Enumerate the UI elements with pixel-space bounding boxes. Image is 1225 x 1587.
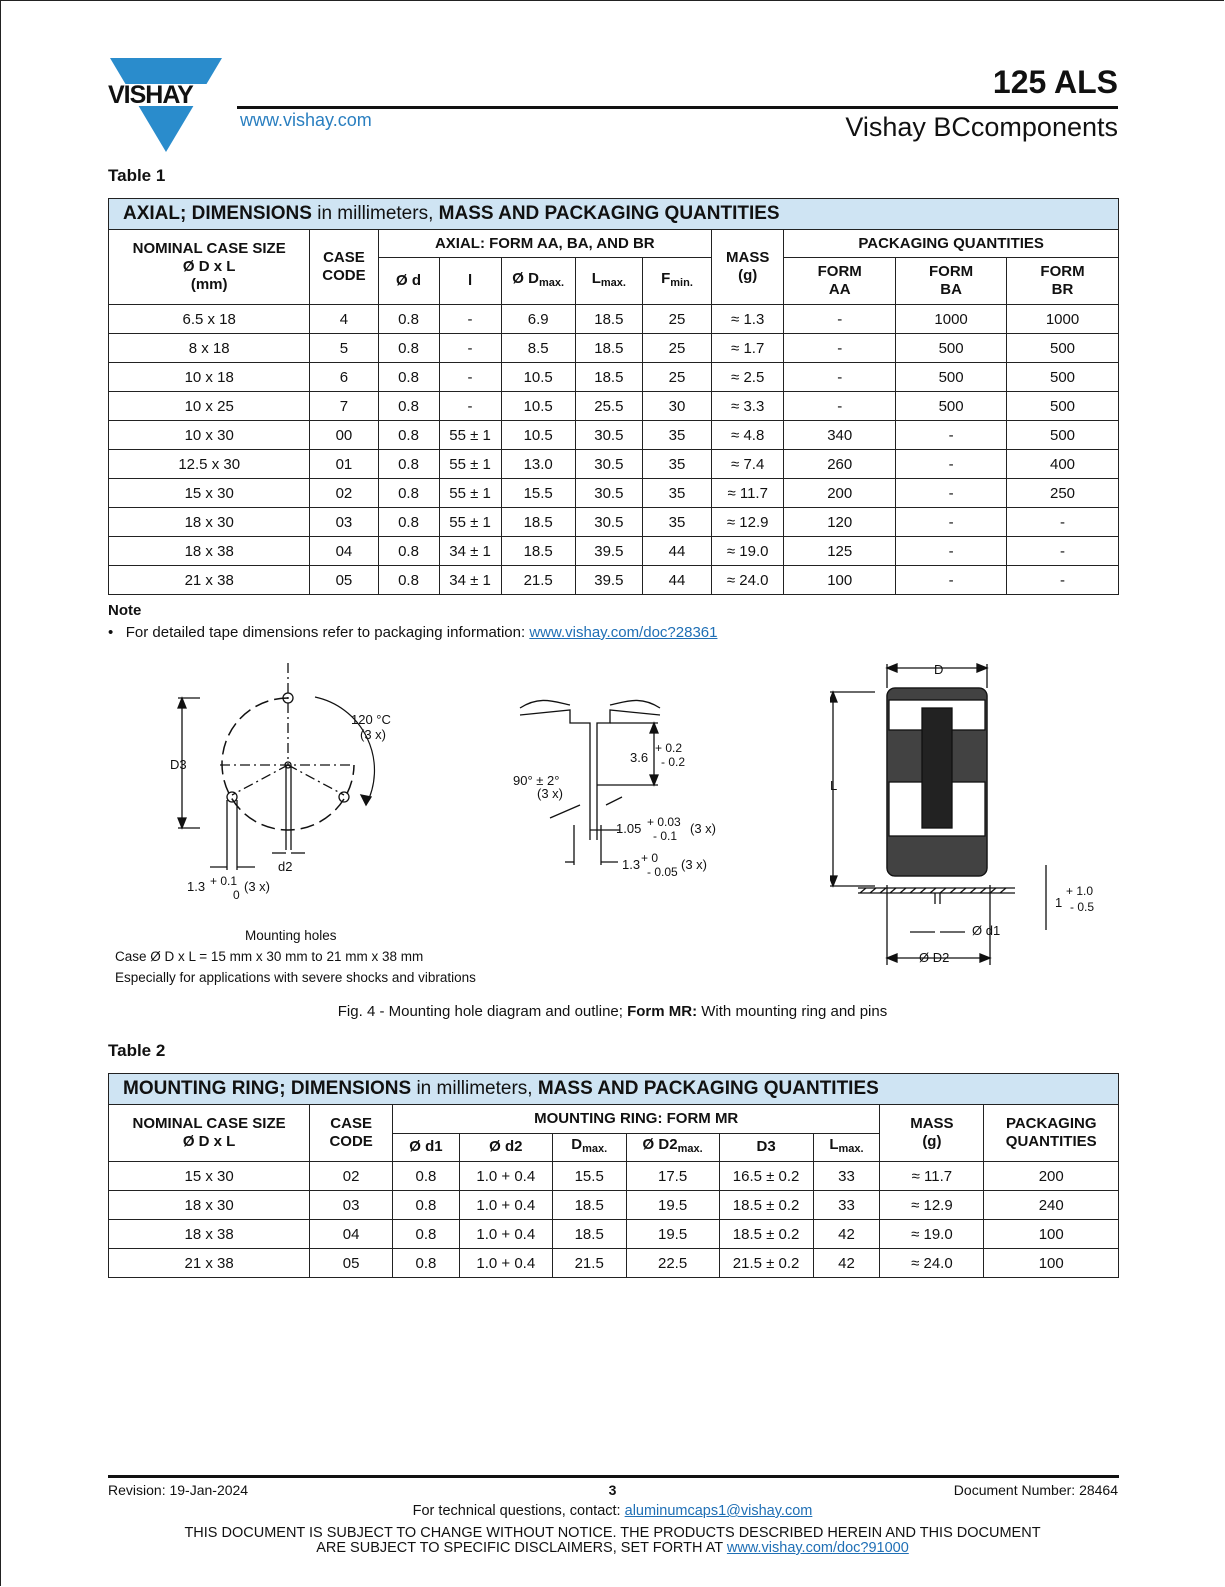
- table-cell: 33: [813, 1162, 880, 1191]
- table-cell: 04: [310, 1220, 393, 1249]
- footer-rule: [108, 1475, 1119, 1478]
- table-cell: -: [439, 334, 501, 363]
- table-cell: 04: [310, 537, 378, 566]
- t2-h-lmax: $L_{max.}$: [813, 1133, 880, 1162]
- table-cell: 10 x 30: [109, 421, 310, 450]
- t1-h-mass: MASS (g): [712, 230, 784, 305]
- table-cell: 0.8: [378, 305, 439, 334]
- table-cell: 30: [642, 392, 711, 421]
- table-cell: ≈ 2.5: [712, 363, 784, 392]
- t2-h-ring: MOUNTING RING: FORM MR: [393, 1105, 880, 1134]
- table-cell: -: [439, 305, 501, 334]
- t2-h-d2: Ø d2: [459, 1133, 552, 1162]
- table-cell: 0.8: [378, 334, 439, 363]
- table-cell: 260: [784, 450, 896, 479]
- table-cell: 500: [896, 363, 1007, 392]
- table-cell: 250: [1007, 479, 1119, 508]
- table-cell: 05: [310, 1249, 393, 1278]
- t1-h-l: l: [439, 258, 501, 305]
- table-cell: 34 ± 1: [439, 566, 501, 595]
- table-cell: 18.5: [575, 334, 642, 363]
- website-link[interactable]: www.vishay.com: [240, 110, 372, 130]
- vishay-logo: [108, 58, 224, 154]
- table2-label: Table 2: [108, 1041, 166, 1060]
- table-cell: -: [896, 479, 1007, 508]
- table-cell: 100: [984, 1249, 1119, 1278]
- table-cell: 0.8: [378, 508, 439, 537]
- mh-angle-label: 120 °C: [351, 712, 391, 727]
- table-cell: 10.5: [501, 363, 575, 392]
- table-cell: ≈ 4.8: [712, 421, 784, 450]
- table-cell: ≈ 12.9: [880, 1191, 984, 1220]
- outline-1-up: + 1.0: [1066, 884, 1094, 898]
- table-cell: 39.5: [575, 566, 642, 595]
- table-cell: 1.0 + 0.4: [459, 1191, 552, 1220]
- mh-angle-times: (3 x): [360, 727, 386, 742]
- table-cell: ≈ 12.9: [712, 508, 784, 537]
- table-cell: 25: [642, 305, 711, 334]
- mh-tol-up: + 0.1: [210, 874, 238, 888]
- table-row: [109, 566, 1119, 595]
- mh-d3-label: D3: [170, 757, 187, 772]
- table-cell: 21 x 38: [109, 566, 310, 595]
- table-cell: 1.0 + 0.4: [459, 1220, 552, 1249]
- pin-w1-up: + 0.03: [647, 815, 681, 829]
- table-cell: 55 ± 1: [439, 421, 501, 450]
- table-cell: 1000: [896, 305, 1007, 334]
- table-cell: -: [1007, 508, 1119, 537]
- t2-h-d3: D3: [719, 1133, 813, 1162]
- t1-h-form-br: FORM BR: [1007, 258, 1119, 305]
- page-subtitle: Vishay BCcomponents: [845, 112, 1118, 142]
- table-cell: 500: [1007, 363, 1119, 392]
- table-cell: 10 x 25: [109, 392, 310, 421]
- table-cell: ≈ 19.0: [880, 1220, 984, 1249]
- pin-h-up: + 0.2: [655, 741, 683, 755]
- table-cell: -: [784, 334, 896, 363]
- table-row: [109, 479, 1119, 508]
- table1-label: Table 1: [108, 166, 166, 185]
- table-cell: 22.5: [626, 1249, 719, 1278]
- table-cell: 15 x 30: [109, 1162, 310, 1191]
- table-cell: 18 x 38: [109, 537, 310, 566]
- table-cell: 25.5: [575, 392, 642, 421]
- table-cell: 55 ± 1: [439, 508, 501, 537]
- svg-text:VISHAY: VISHAY: [108, 81, 193, 109]
- table2: [108, 1073, 1119, 1278]
- figure-caption: Fig. 4 - Mounting hole diagram and outline; Form MR: With mounting ring and pins: [337, 1003, 888, 1020]
- t2-h-pack: PACKAGING QUANTITIES: [984, 1105, 1119, 1162]
- table-cell: 500: [1007, 421, 1119, 450]
- outline-d1: Ø d1: [972, 923, 1001, 938]
- table-cell: 30.5: [575, 479, 642, 508]
- page-title: 125 ALS: [992, 64, 1118, 100]
- outline-l: L: [830, 778, 838, 793]
- table-cell: 200: [984, 1162, 1119, 1191]
- table-cell: 18.5 ± 0.2: [719, 1191, 813, 1220]
- table-cell: ≈ 11.7: [880, 1162, 984, 1191]
- table-cell: 1.0 + 0.4: [459, 1249, 552, 1278]
- table-cell: 15.5: [501, 479, 575, 508]
- outline-1-dn: - 0.5: [1070, 900, 1095, 914]
- table-cell: 19.5: [626, 1191, 719, 1220]
- table-cell: -: [896, 421, 1007, 450]
- table-cell: 18 x 38: [109, 1220, 310, 1249]
- pin-h-dn: - 0.2: [661, 755, 686, 769]
- capacitor-outline-diagram: [830, 660, 1115, 975]
- note-text: • For detailed tape dimensions refer to packaging information: www.vishay.com/doc?28361: [108, 624, 718, 641]
- table-cell: -: [784, 363, 896, 392]
- table-cell: 8 x 18: [109, 334, 310, 363]
- table-cell: 18.5: [552, 1220, 626, 1249]
- table-cell: 13.0: [501, 450, 575, 479]
- table-cell: 12.5 x 30: [109, 450, 310, 479]
- table-cell: 500: [1007, 392, 1119, 421]
- t1-h-fmin: $F_{min.}$: [642, 258, 711, 305]
- mh-tol-dn: 0: [233, 888, 240, 902]
- table-cell: 35: [642, 450, 711, 479]
- table-cell: ≈ 1.7: [712, 334, 784, 363]
- t2-h-case-code: CASE CODE: [310, 1105, 393, 1162]
- table1-caption: AXIAL; DIMENSIONS in millimeters, MASS AND PACKAGING QUANTITIES: [109, 199, 1119, 230]
- table-cell: 00: [310, 421, 378, 450]
- mh-shock-line: Especially for applications with severe shocks and vibrations: [115, 970, 476, 985]
- table-cell: ≈ 1.3: [712, 305, 784, 334]
- contact-line: For technical questions, contact: aluminumcaps1@vishay.com: [412, 1503, 813, 1519]
- pin-w2-times: (3 x): [681, 857, 707, 872]
- t2-h-dmax: $D_{max.}$: [552, 1133, 626, 1162]
- table-cell: 34 ± 1: [439, 537, 501, 566]
- table-cell: -: [1007, 566, 1119, 595]
- table1-body: [109, 305, 1119, 595]
- table-cell: 240: [984, 1191, 1119, 1220]
- t1-h-form-aa: FORM AA: [784, 258, 896, 305]
- table-cell: 0.8: [393, 1220, 460, 1249]
- pin-detail-diagram: [510, 690, 740, 890]
- table-cell: 44: [642, 537, 711, 566]
- table-cell: ≈ 24.0: [712, 566, 784, 595]
- table-cell: 0.8: [393, 1249, 460, 1278]
- table-cell: 6: [310, 363, 378, 392]
- t1-h-d: Ø d: [378, 258, 439, 305]
- table-cell: 25: [642, 363, 711, 392]
- t1-h-form-ba: FORM BA: [896, 258, 1007, 305]
- table-cell: -: [1007, 537, 1119, 566]
- table-cell: 30.5: [575, 508, 642, 537]
- table-cell: 0.8: [378, 421, 439, 450]
- table-cell: 15 x 30: [109, 479, 310, 508]
- page-number: 3: [608, 1482, 617, 1498]
- outline-d2: Ø D2: [919, 950, 950, 965]
- pin-w2: 1.3: [622, 857, 641, 872]
- table-cell: 400: [1007, 450, 1119, 479]
- table-cell: 35: [642, 421, 711, 450]
- table-cell: 125: [784, 537, 896, 566]
- table-cell: 02: [310, 479, 378, 508]
- table-cell: 18.5: [552, 1191, 626, 1220]
- table-cell: 18.5 ± 0.2: [719, 1220, 813, 1249]
- note-title: Note: [108, 602, 142, 619]
- table-cell: 0.8: [378, 392, 439, 421]
- table-cell: 17.5: [626, 1162, 719, 1191]
- table-cell: 18.5: [575, 363, 642, 392]
- mh-d2-label: d2: [278, 859, 293, 874]
- table-cell: ≈ 11.7: [712, 479, 784, 508]
- table-cell: 340: [784, 421, 896, 450]
- header-rule: [237, 106, 1118, 109]
- table2-body: [109, 1162, 1119, 1278]
- mounting-hole-diagram: [160, 655, 420, 905]
- table-cell: 100: [784, 566, 896, 595]
- table-cell: 0.8: [393, 1191, 460, 1220]
- table-cell: 1000: [1007, 305, 1119, 334]
- table-cell: 44: [642, 566, 711, 595]
- table-cell: 0.8: [378, 450, 439, 479]
- table-cell: 0.8: [393, 1162, 460, 1191]
- t1-h-case-size: NOMINAL CASE SIZE Ø D x L (mm): [109, 230, 310, 305]
- table-cell: 4: [310, 305, 378, 334]
- revision-date: Revision: 19-Jan-2024: [108, 1482, 249, 1498]
- t2-h-d1: Ø d1: [393, 1133, 460, 1162]
- table-row: [109, 537, 1119, 566]
- table-cell: 55 ± 1: [439, 479, 501, 508]
- table-cell: 0.8: [378, 363, 439, 392]
- table-cell: 500: [896, 334, 1007, 363]
- table-row: [109, 450, 1119, 479]
- table-cell: -: [784, 305, 896, 334]
- table-cell: 18.5: [501, 537, 575, 566]
- table-cell: 35: [642, 508, 711, 537]
- table-cell: 42: [813, 1249, 880, 1278]
- pin-w1: 1.05: [616, 821, 642, 836]
- table-cell: 200: [784, 479, 896, 508]
- pin-h: 3.6: [630, 750, 649, 765]
- document-number: Document Number: 28464: [953, 1482, 1118, 1498]
- table-row: [109, 392, 1119, 421]
- table-cell: 16.5 ± 0.2: [719, 1162, 813, 1191]
- table-cell: 21.5: [501, 566, 575, 595]
- contact-email-link[interactable]: aluminumcaps1@vishay.com: [624, 1503, 813, 1519]
- table-cell: 02: [310, 1162, 393, 1191]
- mh-times: (3 x): [244, 879, 270, 894]
- table-cell: 18.5: [575, 305, 642, 334]
- table-cell: 7: [310, 392, 378, 421]
- table-row: [109, 305, 1119, 334]
- table-cell: 03: [310, 508, 378, 537]
- table-cell: 500: [1007, 334, 1119, 363]
- table-cell: 15.5: [552, 1162, 626, 1191]
- table-row: [109, 334, 1119, 363]
- t1-h-dmax: Ø $D_{max.}$: [501, 258, 575, 305]
- table-cell: 18.5: [501, 508, 575, 537]
- table-row: [109, 1162, 1119, 1191]
- pin-angle: 90° ± 2°: [513, 773, 560, 788]
- mh-case-line: Case Ø D x L = 15 mm x 30 mm to 21 mm x 38 mm: [115, 949, 424, 964]
- t1-h-axial: AXIAL: FORM AA, BA, AND BR: [378, 230, 712, 258]
- table-cell: ≈ 7.4: [712, 450, 784, 479]
- table-cell: 10.5: [501, 392, 575, 421]
- pin-w2-dn: - 0.05: [647, 865, 678, 879]
- table2-caption: MOUNTING RING; DIMENSIONS in millimeters, MASS AND PACKAGING QUANTITIES: [109, 1074, 1119, 1105]
- disclaimer: THIS DOCUMENT IS SUBJECT TO CHANGE WITHOUT NOTICE. THE PRODUCTS DESCRIBED HEREIN AND THIS DOCUMENT ARE SUBJECT TO SPECIFIC DISCLAIMERS, SET FORTH AT www.vishay.com/doc?91000: [184, 1525, 1041, 1556]
- table-row: [109, 1220, 1119, 1249]
- table-cell: 0.8: [378, 566, 439, 595]
- table-cell: 05: [310, 566, 378, 595]
- table-cell: 6.9: [501, 305, 575, 334]
- table-cell: -: [896, 450, 1007, 479]
- table-cell: 19.5: [626, 1220, 719, 1249]
- table-cell: 10.5: [501, 421, 575, 450]
- table-cell: 18 x 30: [109, 508, 310, 537]
- table-cell: -: [439, 392, 501, 421]
- disclaimer-link[interactable]: www.vishay.com/doc?91000: [726, 1540, 909, 1556]
- t2-h-case-size: NOMINAL CASE SIZE Ø D x L: [109, 1105, 310, 1162]
- table-cell: ≈ 24.0: [880, 1249, 984, 1278]
- pin-w1-times: (3 x): [690, 821, 716, 836]
- table-cell: 03: [310, 1191, 393, 1220]
- outline-1: 1: [1055, 895, 1063, 910]
- table1: [108, 198, 1119, 595]
- pin-angle-times: (3 x): [537, 786, 563, 801]
- table-cell: 21 x 38: [109, 1249, 310, 1278]
- table-cell: -: [439, 363, 501, 392]
- table-cell: -: [896, 537, 1007, 566]
- t1-h-lmax: $L_{max.}$: [575, 258, 642, 305]
- t1-h-pack: PACKAGING QUANTITIES: [784, 230, 1119, 258]
- table-cell: 25: [642, 334, 711, 363]
- table-cell: 33: [813, 1191, 880, 1220]
- mh-title: Mounting holes: [245, 928, 337, 943]
- table-cell: 35: [642, 479, 711, 508]
- table-cell: ≈ 19.0: [712, 537, 784, 566]
- pin-w2-up: + 0: [641, 851, 659, 865]
- table-cell: 1.0 + 0.4: [459, 1162, 552, 1191]
- t2-h-d2max: Ø $D2_{max.}$: [626, 1133, 719, 1162]
- table-cell: -: [896, 508, 1007, 537]
- table-cell: 120: [784, 508, 896, 537]
- table-cell: 8.5: [501, 334, 575, 363]
- t1-h-case-code: CASE CODE: [310, 230, 378, 305]
- table-cell: 55 ± 1: [439, 450, 501, 479]
- table-cell: 30.5: [575, 421, 642, 450]
- table-cell: 42: [813, 1220, 880, 1249]
- table-row: [109, 1249, 1119, 1278]
- table-row: [109, 1191, 1119, 1220]
- table-cell: 100: [984, 1220, 1119, 1249]
- table-cell: 30.5: [575, 450, 642, 479]
- table-cell: 10 x 18: [109, 363, 310, 392]
- table-cell: 21.5: [552, 1249, 626, 1278]
- table-cell: -: [896, 566, 1007, 595]
- table-cell: ≈ 3.3: [712, 392, 784, 421]
- table-cell: 21.5 ± 0.2: [719, 1249, 813, 1278]
- pin-w1-dn: - 0.1: [653, 829, 678, 843]
- table-cell: -: [784, 392, 896, 421]
- table-cell: 0.8: [378, 479, 439, 508]
- table-cell: 6.5 x 18: [109, 305, 310, 334]
- table-cell: 18 x 30: [109, 1191, 310, 1220]
- mh-dim: 1.3: [187, 879, 206, 894]
- table-row: [109, 421, 1119, 450]
- table-cell: 500: [896, 392, 1007, 421]
- table-cell: 39.5: [575, 537, 642, 566]
- packaging-info-link[interactable]: www.vishay.com/doc?28361: [529, 624, 718, 641]
- table-cell: 0.8: [378, 537, 439, 566]
- table-row: [109, 508, 1119, 537]
- table-cell: 5: [310, 334, 378, 363]
- t2-h-mass: MASS (g): [880, 1105, 984, 1162]
- outline-d: D: [934, 662, 944, 677]
- table-row: [109, 363, 1119, 392]
- table-cell: 01: [310, 450, 378, 479]
